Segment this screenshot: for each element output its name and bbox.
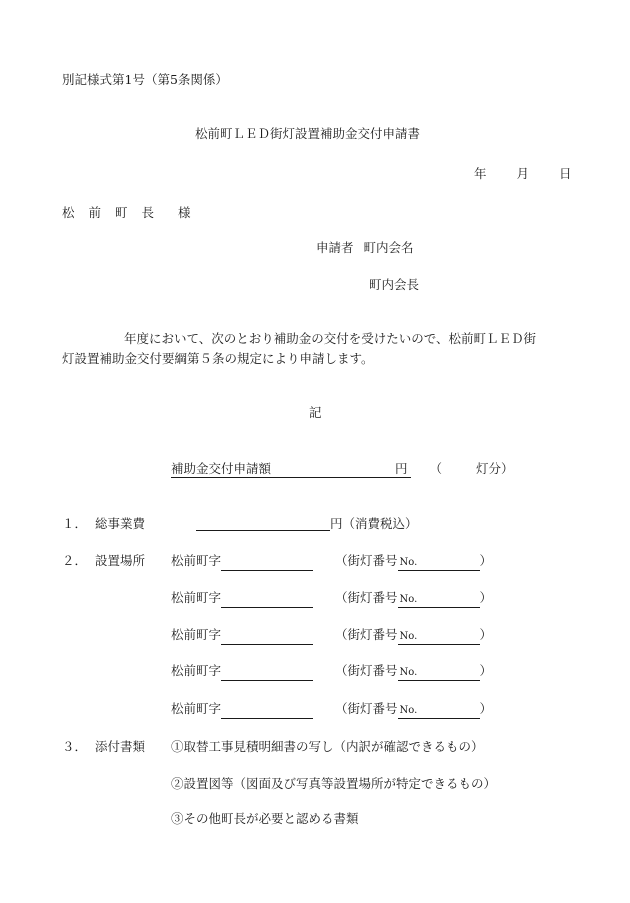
lamp-label: （街灯番号 [335,590,398,605]
lamp-label: （街灯番号 [335,553,398,568]
location-row [171,663,492,681]
lamp-number-underline[interactable] [398,553,480,571]
town-prefix: 松前町字 [171,663,222,678]
date-month: 月 [516,166,530,181]
date-day: 日 [559,166,572,181]
lamp-close: ） [479,553,493,568]
addressee-honorific: 様 [178,205,191,220]
town-prefix: 松前町字 [171,590,222,605]
town-prefix: 松前町字 [171,701,222,716]
lamp-close: ） [479,701,493,716]
total-cost-value [196,516,418,531]
total-number: １． [62,516,88,531]
request-count-suffix: 灯分） [475,461,514,476]
request-underlined [171,461,411,478]
lamp-number-underline[interactable] [398,627,480,645]
town-blank[interactable] [221,704,313,719]
date-year: 年 [474,166,487,181]
request-paren-open: （ [429,461,442,476]
location-row [171,590,492,608]
document-title: 松前町ＬＥＤ街灯設置補助金交付申請書 [195,126,421,141]
location-row [171,553,492,571]
location-label: 設置場所 [95,553,146,568]
date-line [474,166,572,181]
town-prefix: 松前町字 [171,627,222,642]
total-label: 総事業費 [95,516,146,531]
town-prefix: 松前町字 [171,553,222,568]
town-blank[interactable] [221,556,313,571]
no-mark: No. [399,705,418,716]
location-number: ２． [62,553,88,568]
lamp-number-underline[interactable] [398,663,480,681]
ki-mark: 記 [309,405,322,420]
form-number: 別記様式第1号（第5条関係） [62,72,228,87]
attachments-number: ３． [62,739,88,754]
no-mark: No. [399,631,418,642]
attachment-item-1: ①取替工事見積明細書の写し（内訳が確認できるもの） [171,739,484,754]
addressee [62,205,191,220]
location-heading [62,553,145,568]
request-label: 補助金交付申請額 [171,461,272,476]
addressee-name: 松前町長 [62,205,169,220]
no-mark: No. [399,557,418,568]
request-yen: 円 [394,461,408,476]
town-blank[interactable] [221,630,313,645]
no-mark: No. [399,594,418,605]
lamp-close: ） [479,627,493,642]
lamp-close: ） [479,663,493,678]
lamp-label: （街灯番号 [335,627,398,642]
town-blank[interactable] [221,593,313,608]
lamp-close: ） [479,590,493,605]
total-amount-blank[interactable] [196,516,330,531]
body-line-2: 灯設置補助金交付要綱第５条の規定により申請します。 [62,351,374,366]
town-blank[interactable] [221,666,313,681]
attachment-item-2: ②設置図等（図面及び写真等設置場所が特定できるもの） [171,776,497,791]
lamp-number-underline[interactable] [398,701,480,719]
location-row [171,701,492,719]
lamp-label: （街灯番号 [335,701,398,716]
request-amount-line [171,461,513,476]
attachment-item-3: ③その他町長が必要と認める書類 [171,811,359,826]
association-label: 町内会名 [363,240,414,255]
lamp-label: （街灯番号 [335,663,398,678]
total-yen-tax: 円（消費税込） [330,516,418,531]
location-row [171,627,492,645]
attachments-heading [62,739,145,754]
lamp-number-underline[interactable] [398,590,480,608]
applicant-association [316,240,414,255]
total-cost-row [62,516,145,531]
chief-label: 町内会長 [369,277,420,292]
attachments-label: 添付書類 [95,739,146,754]
no-mark: No. [399,667,418,678]
applicant-label: 申請者 [316,240,354,255]
body-line-1: 年度において、次のとおり補助金の交付を受けたいので、松前町ＬＥＤ街 [124,331,537,346]
